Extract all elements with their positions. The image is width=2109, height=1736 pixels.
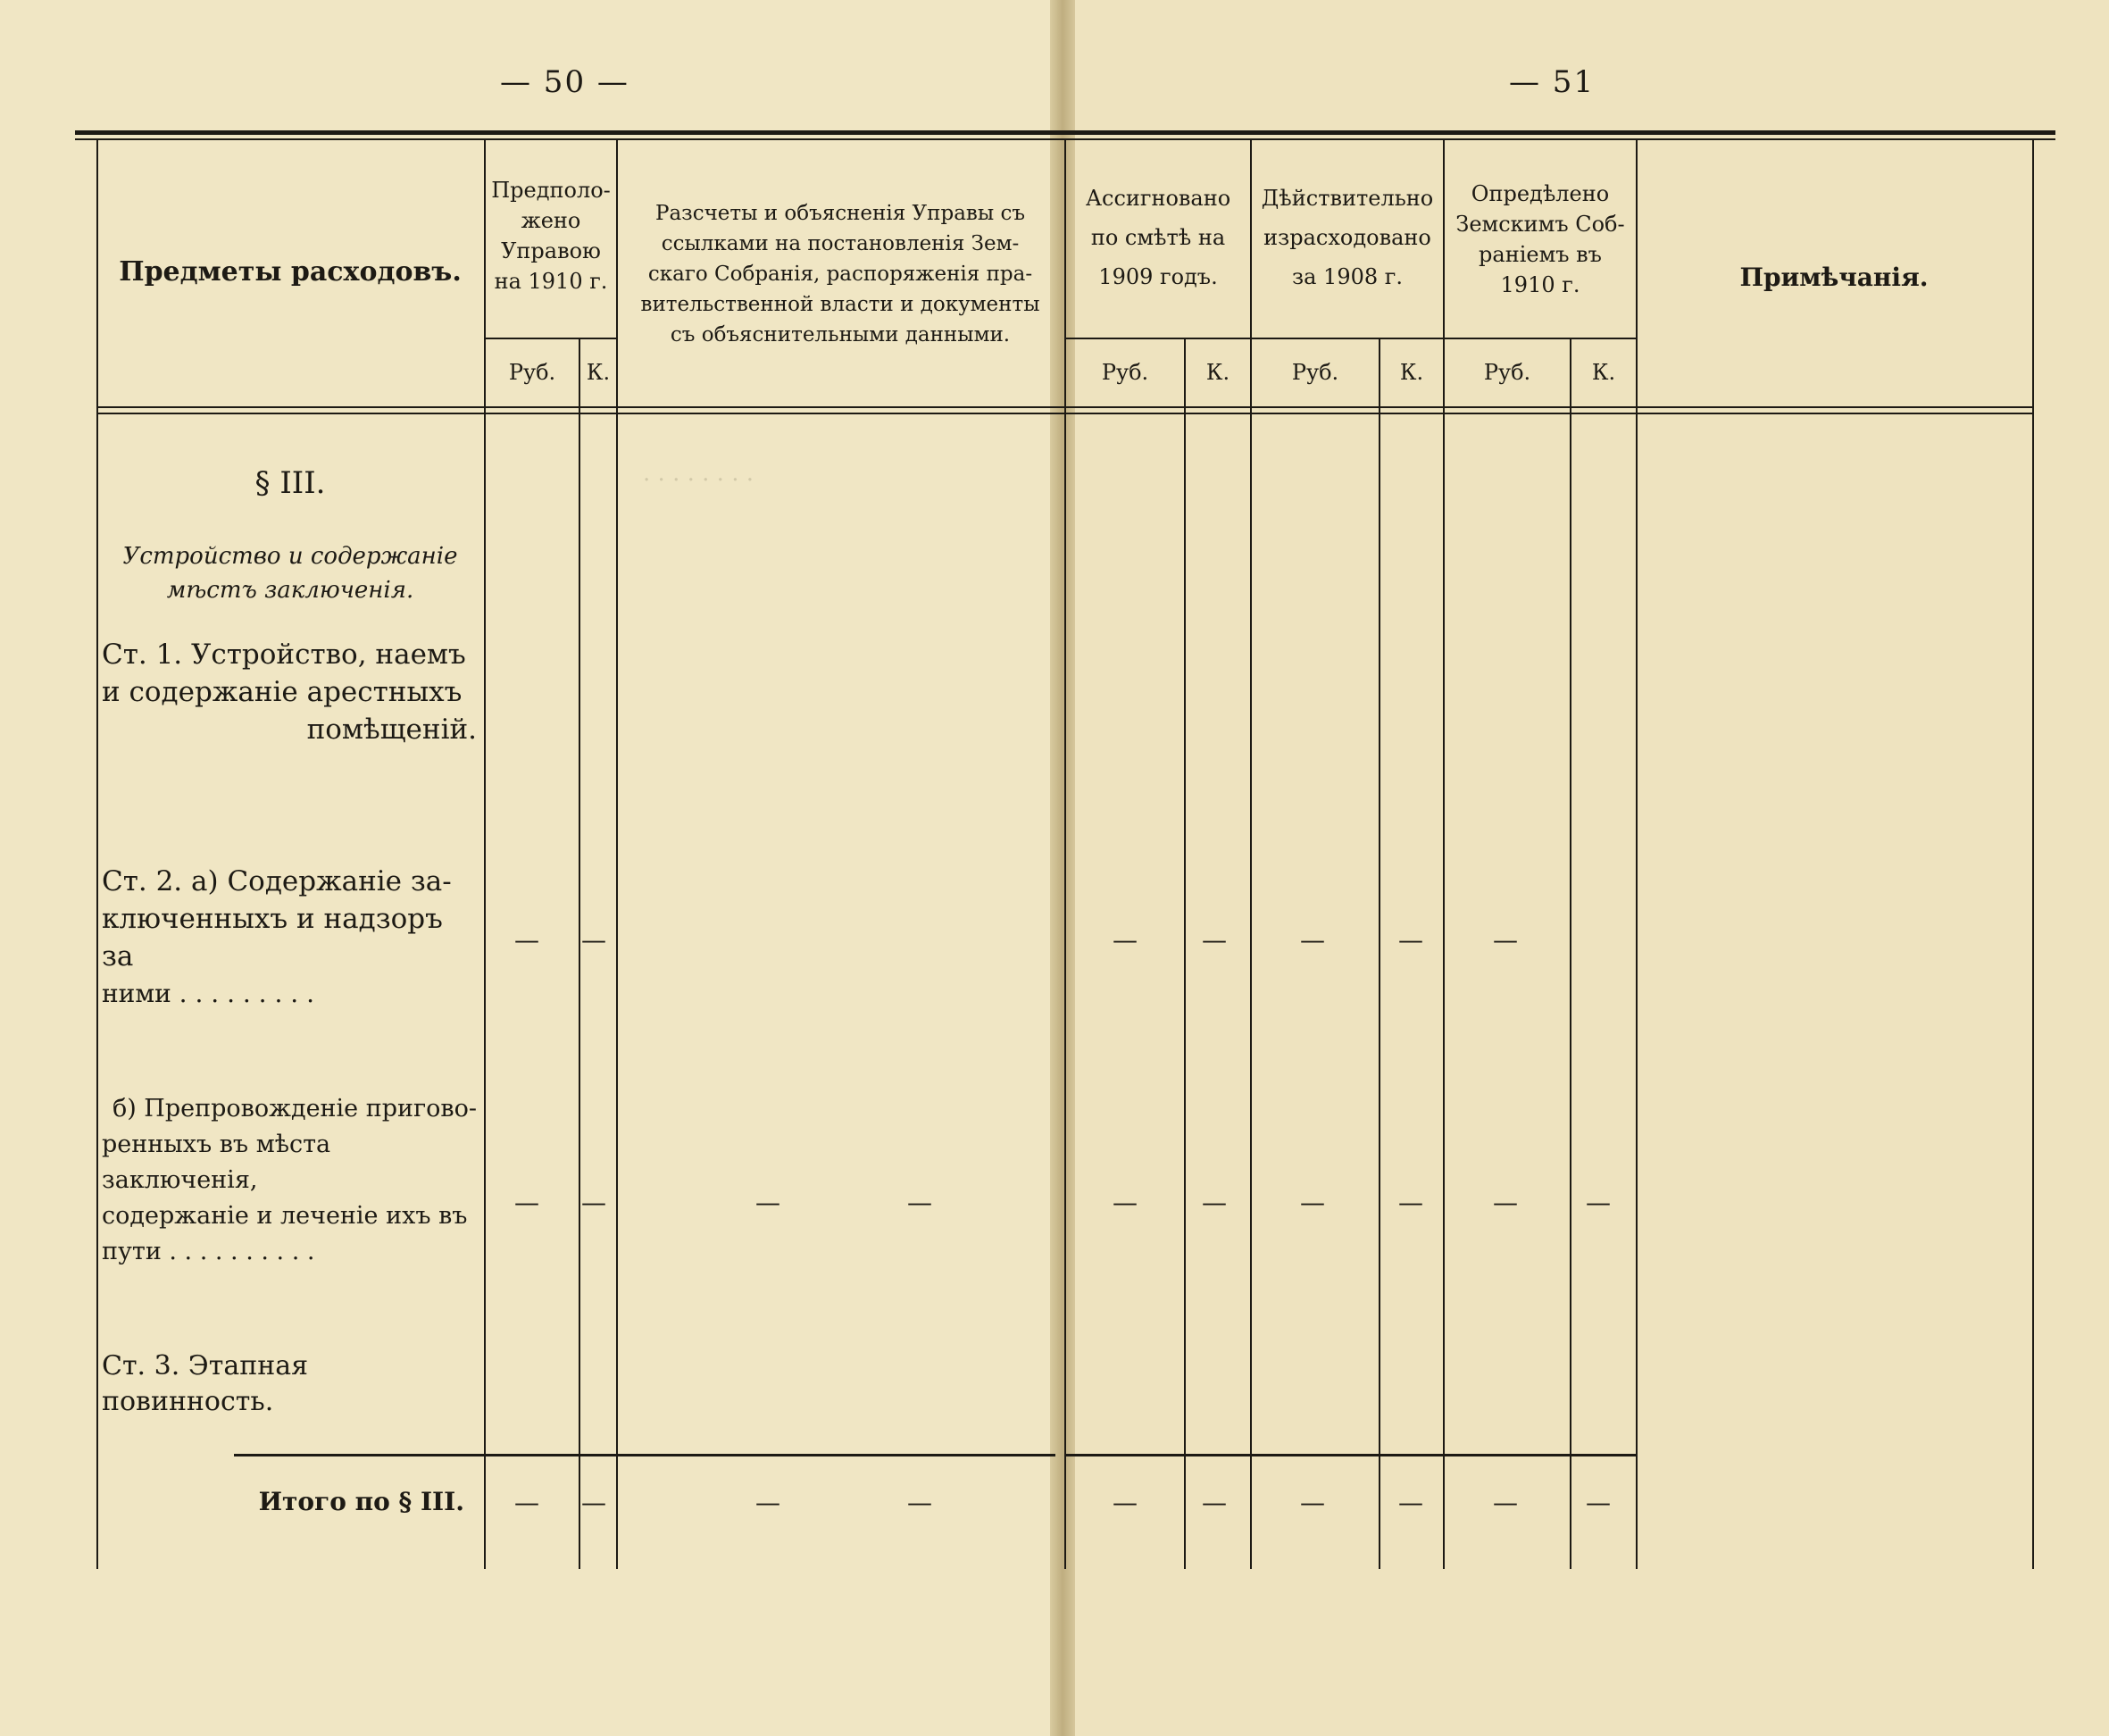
header-rub: Руб. [1483, 360, 1531, 385]
col-line [579, 339, 580, 1569]
row-2-dash: — [1398, 925, 1423, 955]
header-notes: Примѣчанія. [1739, 263, 1929, 292]
row-2-dash: — [1300, 925, 1325, 955]
row-3-label-line: б) Препровожденіе пригово- [112, 1095, 477, 1123]
header-proposed-line: Управою [501, 238, 601, 263]
col-line [1570, 339, 1571, 1569]
header-proposed-line: жено [521, 208, 581, 233]
header-kop: К. [1591, 360, 1616, 385]
col-line [1250, 140, 1252, 1569]
row-3-dash: — [1493, 1188, 1518, 1217]
total-dash: — [1113, 1488, 1138, 1517]
row-3-dash: — [1586, 1188, 1611, 1217]
row-3-label-line: содержаніе и леченіе ихъ въ [102, 1202, 468, 1230]
row-2-dash: — [514, 925, 539, 955]
total-dash: — [1586, 1488, 1611, 1517]
col-line [1636, 140, 1638, 1569]
header-explanations-line: вительственной власти и документы [640, 293, 1040, 316]
col-line [1184, 339, 1186, 1569]
subheader-rule-left [484, 338, 616, 339]
total-rule-right [1064, 1454, 1636, 1456]
left-page-number: — 50 — [500, 64, 629, 100]
header-kop: К. [586, 360, 611, 385]
header-actual-line: израсходовано [1263, 225, 1431, 250]
header-explanations-line: скаго Собранія, распоряженія пра- [647, 263, 1033, 286]
total-dash: — [1300, 1488, 1325, 1517]
row-3-dash: — [1398, 1188, 1423, 1217]
header-actual [1252, 179, 1443, 296]
header-determined [1445, 179, 1636, 300]
total-rule-left [234, 1454, 1055, 1456]
total-label: Итого по § III. [258, 1487, 464, 1516]
header-explanations-line: съ объяснительными данными. [670, 323, 1011, 346]
subheader-rule-right [1064, 338, 1636, 339]
total-dash: — [1493, 1488, 1518, 1517]
header-kop: К. [1205, 360, 1230, 385]
header-proposed-line: на 1910 г. [494, 269, 608, 294]
header-rub: Руб. [508, 360, 556, 385]
right-page-number: — 51 [1509, 64, 1596, 100]
row-3-label-line: пути . . . . . . . . . . [102, 1238, 315, 1265]
col-line [1443, 140, 1445, 1569]
header-determined-line: раніемъ въ [1479, 242, 1602, 267]
header-assigned [1066, 179, 1250, 296]
row-2-label [102, 863, 477, 1013]
top-rule-thick [75, 130, 2055, 135]
col-line [2032, 140, 2034, 1569]
total-dash: — [1398, 1488, 1423, 1517]
header-actual-line: за 1908 г. [1292, 264, 1403, 289]
row-1-label-line: помѣщеній. [306, 714, 477, 746]
row-3-label [102, 1091, 477, 1270]
header-assigned-line: Ассигновано [1085, 186, 1231, 211]
header-proposed-line: Предполо- [491, 178, 611, 203]
header-explanations-line: ссылками на постановленія Зем- [661, 232, 1020, 255]
row-3-dash: — [1113, 1188, 1138, 1217]
section-subtitle [98, 539, 482, 607]
row-3-dash: — [1202, 1188, 1227, 1217]
header-rub: Руб. [1291, 360, 1339, 385]
header-explanations-line: Разсчеты и объясненія Управы съ [654, 202, 1026, 225]
header-determined-line: Опредѣлено [1471, 181, 1610, 206]
row-2-dash: — [1113, 925, 1138, 955]
header-assigned-line: 1909 годъ. [1098, 264, 1218, 289]
header-determined-line: Земскимъ Соб- [1455, 212, 1625, 237]
row-2-dash: — [1202, 925, 1227, 955]
row-3-dash: — [755, 1188, 780, 1217]
header-subjects: Предметы расходовъ. [119, 256, 462, 288]
row-4-label-line: Ст. 3. Этапная повинность. [102, 1350, 309, 1417]
row-4-label [102, 1348, 486, 1420]
total-dash: — [514, 1488, 539, 1517]
header-rub: Руб. [1101, 360, 1149, 385]
row-3-dash: — [514, 1188, 539, 1217]
row-2-label-line: Ст. 2. а) Содержаніе за- [102, 865, 452, 897]
row-3-dash: — [581, 1188, 606, 1217]
col-line [1379, 339, 1380, 1569]
row-3-dash: — [1300, 1188, 1325, 1217]
section-title: § III. [254, 465, 326, 501]
row-3-label-line: ренныхъ въ мѣста заключенія, [102, 1131, 331, 1194]
col-line [1064, 140, 1066, 1569]
total-dash: — [907, 1488, 932, 1517]
header-kop: К. [1399, 360, 1424, 385]
row-1-label-line: Ст. 1. Устройство, наемъ [102, 638, 466, 671]
row-2-dash: — [1493, 925, 1518, 955]
row-2-label-line: ними . . . . . . . . . [102, 979, 314, 1008]
header-assigned-line: по смѣтѣ на [1090, 225, 1226, 250]
total-dash: — [1202, 1488, 1227, 1517]
row-2-dash: — [581, 925, 606, 955]
header-explanations [618, 198, 1063, 350]
col-line [616, 140, 618, 1569]
header-determined-line: 1910 г. [1500, 272, 1580, 297]
bleed-through-decoration: · · · · · · · · [643, 467, 754, 494]
header-proposed [486, 175, 616, 296]
header-actual-line: Дѣйствительно [1261, 186, 1434, 211]
section-subtitle-line: мѣстъ заключенія. [166, 577, 414, 604]
row-3-dash: — [907, 1188, 932, 1217]
row-2-label-line: ключенныхъ и надзоръ за [102, 903, 443, 972]
col-line [96, 140, 98, 1569]
total-dash: — [755, 1488, 780, 1517]
row-1-label-line: и содержаніе арестныхъ [102, 676, 463, 708]
total-dash: — [581, 1488, 606, 1517]
section-subtitle-line: Устройство и содержаніе [122, 543, 458, 570]
row-1-label [102, 636, 477, 748]
